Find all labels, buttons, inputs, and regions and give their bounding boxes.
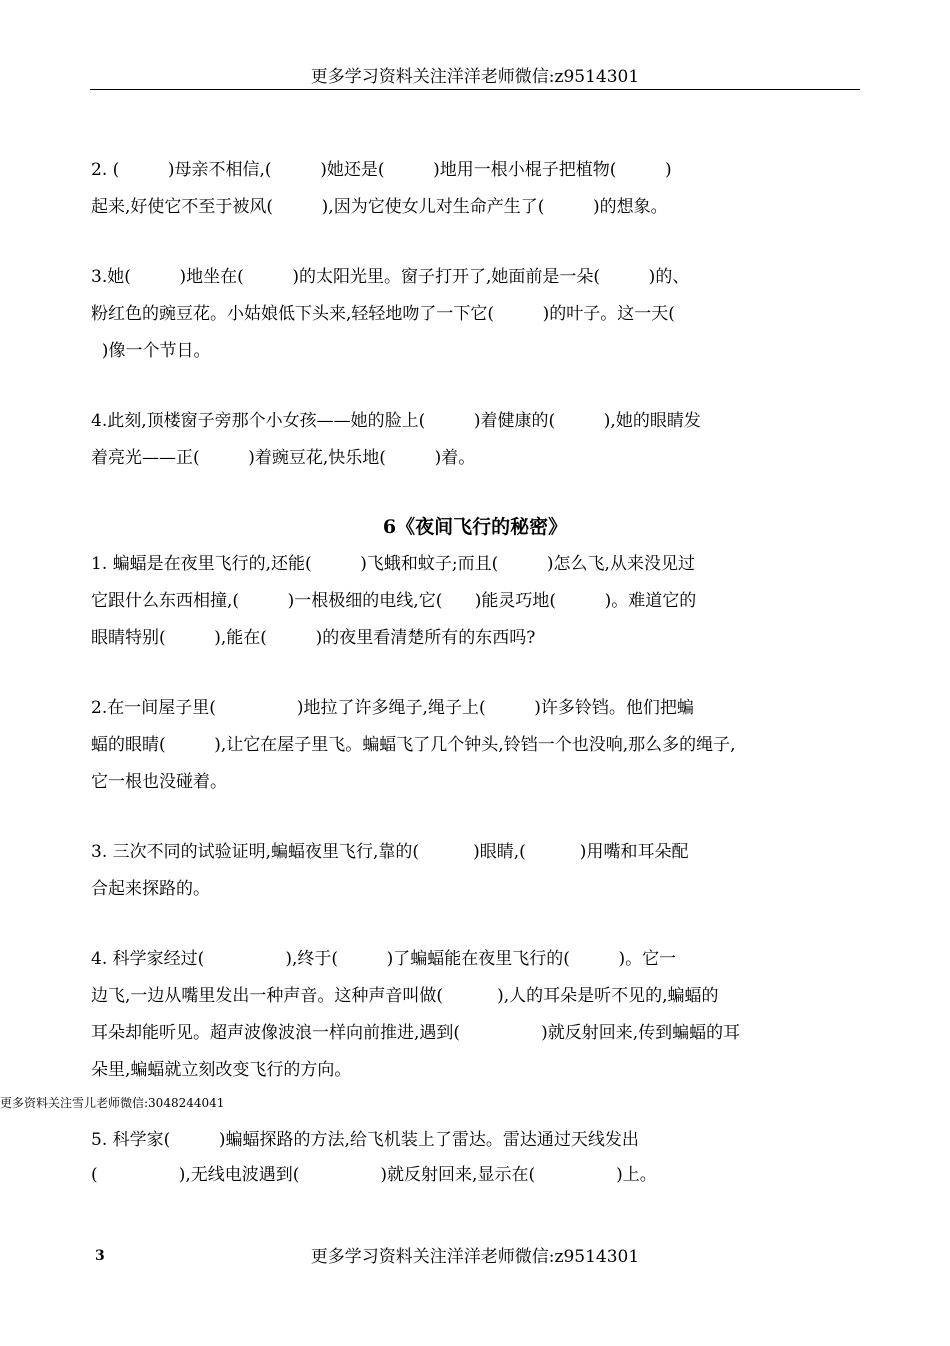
text-line: 着亮光——正( )着豌豆花,快乐地( )着。 [91,448,476,468]
page-header: 更多学习资料关注洋洋老师微信:z9514301 [310,67,640,87]
text-line: 起来,好使它不至于被风( ),因为它使女儿对生命产生了( )的想象。 [91,197,668,217]
text-line: 1. 蝙蝠是在夜里飞行的,还能( )飞蛾和蚊子;而且( )怎么飞,从来没见过 [91,554,695,574]
text-line: )像一个节日。 [91,341,211,361]
page-footer: 更多学习资料关注洋洋老师微信:z9514301 [310,1247,640,1267]
text-line: 4. 科学家经过( ),终于( )了蝙蝠能在夜里飞行的( )。它一 [91,949,677,969]
text-line: 粉红色的豌豆花。小姑娘低下头来,轻轻地吻了一下它( )的叶子。这一天( [91,304,675,324]
text-line: 2. ( )母亲不相信,( )她还是( )地用一根小棍子把植物( ) [91,160,672,180]
header-rule [90,89,860,90]
text-line: 2.在一间屋子里( )地拉了许多绳子,绳子上( )许多铃铛。他们把蝙 [91,698,694,718]
text-line: 边飞,一边从嘴里发出一种声音。这种声音叫做( ),人的耳朵是听不见的,蝙蝠的 [91,986,719,1006]
text-line: 4.此刻,顶楼窗子旁那个小女孩——她的脸上( )着健康的( ),她的眼睛发 [91,411,701,431]
text-line: 3. 三次不同的试验证明,蝙蝠夜里飞行,靠的( )眼睛,( )用嘴和耳朵配 [91,842,689,862]
text-line: ( ),无线电波遇到( )就反射回来,显示在( )上。 [91,1165,657,1185]
watermark-text: 更多资料关注雪儿老师微信:3048244041 [0,1096,225,1110]
text-line: 耳朵却能听见。超声波像波浪一样向前推进,遇到( )就反射回来,传到蝙蝠的耳 [91,1023,741,1043]
text-line: 它一根也没碰着。 [91,772,227,792]
text-line: 眼睛特别( ),能在( )的夜里看清楚所有的东西吗? [91,628,536,648]
text-line: 5. 科学家( )蝙蝠探路的方法,给飞机装上了雷达。雷达通过天线发出 [91,1130,639,1150]
text-line: 它跟什么东西相撞,( )一根极细的电线,它( )能灵巧地( )。难道它的 [91,591,697,611]
section-title: 6《夜间飞行的秘密》 [382,516,568,538]
text-line: 合起来探路的。 [91,879,210,899]
text-line: 朵里,蝙蝠就立刻改变飞行的方向。 [91,1060,352,1080]
text-line: 3.她( )地坐在( )的太阳光里。窗子打开了,她面前是一朵( )的、 [91,267,690,287]
page-number: 3 [95,1248,105,1264]
text-line: 蝠的眼睛( ),让它在屋子里飞。蝙蝠飞了几个钟头,铃铛一个也没响,那么多的绳子, [91,735,736,755]
